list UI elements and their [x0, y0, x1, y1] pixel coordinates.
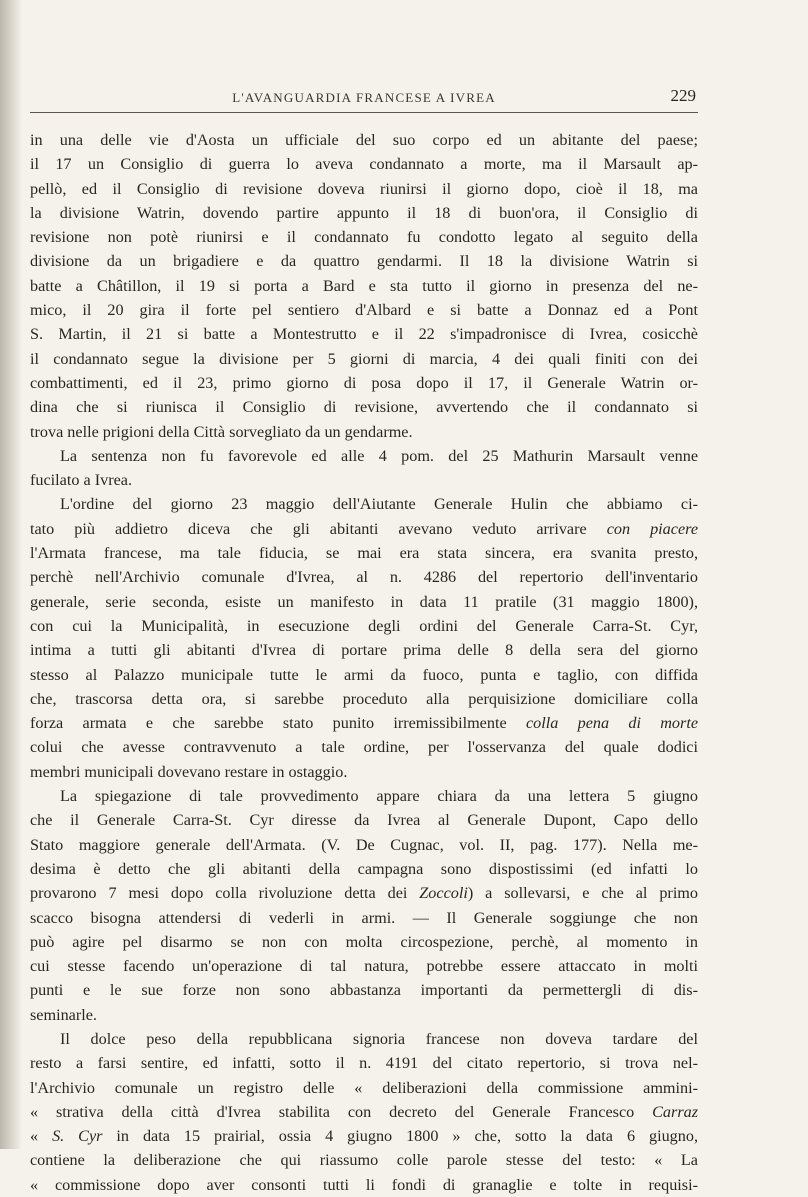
text-line [30, 1173, 698, 1197]
text-line [30, 541, 698, 565]
text-line-main: che il Generale Carra-St. Cyr diresse da Ivrea al Generale Dupont, Capo dello [30, 811, 698, 830]
page-header [30, 84, 698, 113]
text-line-main: può agire pel disarmo se non con molta circospezione, perchè, al momento in [30, 932, 698, 951]
text-line [30, 565, 698, 589]
text-line-main: batte a Châtillon, il 19 si porta a Bard e sta tutto il giorno in presenza del ne- [30, 276, 698, 295]
text-line-main: Il dolce peso della repubblicana signoria francese non doveva tardare del [60, 1029, 698, 1048]
text-line-main: in una delle vie d'Aosta un ufficiale del suo corpo ed un abitante del paese; [30, 131, 698, 149]
text-line [30, 225, 698, 249]
text-line-main: l'Armata francese, ma tale fiducia, se mai era stata sincera, era svanita presto, [30, 544, 698, 563]
text-line-main: revisione non potè riunirsi e il condannato fu condotto legato al seguito della [30, 228, 698, 247]
text-line-main: perchè nell'Archivio comunale d'Ivrea, al n. 4286 del repertorio dell'inventario [30, 568, 698, 587]
text-line [30, 808, 698, 832]
text-line [30, 784, 698, 808]
text-line-main: scacco bisogna attendersi di vederli in armi. — Il Generale soggiunge che non [30, 908, 698, 927]
text-line [30, 517, 698, 541]
text-line [30, 1124, 698, 1148]
text-line [30, 274, 698, 298]
text-line [30, 833, 698, 857]
text-line-main: membri municipali dovevano restare in ostaggio. [30, 762, 348, 781]
text-line-main: dina che si riunisca il Consiglio di revisione, avvertendo che il condannato si [30, 398, 698, 417]
text-line [30, 468, 698, 492]
text-line-main: con cui la Municipalità, in esecuzione degli ordini del Generale Carra-St. Cyr, [30, 616, 698, 635]
text-line-main: S. Martin, il 21 si batte a Montestrutto e il 22 s'impadronisce di Ivrea, cosicchè [30, 325, 698, 344]
text-line-after: in data 15 prairial, ossia 4 giugno 1800 » che, sotto la data 6 giugno, [102, 1127, 698, 1146]
body-text [30, 128, 698, 1197]
text-line-main: divisione da un brigadiere e da quattro gendarmi. Il 18 la divisione Watrin si [30, 252, 698, 271]
text-line-main: La sentenza non fu favorevole ed alle 4 pom. del 25 Mathurin Marsault venne [60, 446, 698, 465]
text-line-main: punti e le sue forze non sono abbastanza importanti da permettergli di dis- [30, 981, 698, 1000]
text-line-main: colui che avesse contravvenuto a tale ordine, per l'osservanza del quale dodici [30, 738, 698, 757]
text-line-italic: colla pena di morte [525, 714, 698, 733]
text-line [30, 249, 698, 273]
text-line [30, 492, 698, 516]
text-line-main: seminarle. [30, 1005, 97, 1024]
text-line-main: la divisione Watrin, dovendo partire appunto il 18 di buon'ora, il Consiglio di [30, 203, 698, 222]
text-line-main: « [30, 1127, 39, 1146]
text-line-after: ) a sollevarsi, e che al primo [467, 884, 698, 903]
text-line-italic: Carraz [652, 1102, 698, 1121]
page-number: 229 [670, 86, 696, 105]
text-line [30, 371, 698, 395]
text-line [30, 1051, 698, 1075]
text-line-main: resto a farsi sentire, ed infatti, sotto il n. 4191 del citato repertorio, si trova nel- [30, 1054, 698, 1073]
text-line [30, 906, 698, 930]
page-gutter-shadow [0, 0, 22, 1149]
text-line [30, 1100, 698, 1124]
text-line [30, 322, 698, 346]
text-line [30, 1148, 698, 1172]
text-line-main: provarono 7 mesi dopo colla rivoluzione detta dei [30, 884, 408, 903]
text-line [30, 735, 698, 759]
text-line [30, 930, 698, 954]
text-line [30, 590, 698, 614]
text-line [30, 978, 698, 1002]
text-line [30, 444, 698, 468]
text-line-italic: S. Cyr [52, 1127, 103, 1146]
text-line-main: il 17 un Consiglio di guerra lo aveva condannato a morte, ma il Marsault ap- [30, 155, 698, 174]
text-line-main: cui stesse facendo un'operazione di tal natura, potrebbe essere attaccato in molti [30, 957, 698, 976]
text-line-main: trova nelle prigioni della Città sorvegliato da un gendarme. [30, 422, 413, 441]
text-line-main: il condannato segue la divisione per 5 giorni di marcia, 4 dei quali finiti con dei [30, 349, 698, 368]
text-line [30, 711, 698, 735]
text-line [30, 857, 698, 881]
text-line [30, 420, 698, 444]
text-line [30, 614, 698, 638]
text-line-main: La spiegazione di tale provvedimento appare chiara da una lettera 5 giugno [60, 787, 698, 806]
text-line-main: stesso al Palazzo municipale tutte le armi da fuoco, punta e taglio, con diffida [30, 665, 698, 684]
text-line-main: « strativa della città d'Ivrea stabilita con decreto del Generale Francesco [30, 1102, 635, 1121]
text-line [30, 687, 698, 711]
text-line [30, 954, 698, 978]
text-line [30, 638, 698, 662]
text-line-main: intima a tutti gli abitanti d'Ivrea di portare prima delle 8 della sera del giorno [30, 641, 698, 660]
text-line [30, 347, 698, 371]
text-line [30, 1027, 698, 1051]
text-line-main: contiene la deliberazione che qui riassumo colle parole stesse del testo: « La [30, 1151, 698, 1170]
text-line-main: desima è detto che gli abitanti della campagna sono dispostissimi (ed infatti lo [30, 859, 698, 878]
text-line-main: che, trascorsa detta ora, si sarebbe proceduto alla perquisizione domiciliare colla [30, 689, 698, 708]
text-line [30, 201, 698, 225]
text-line-main: « commissione dopo aver consonti tutti li fondi di granaglie e tolte in requisi- [30, 1175, 698, 1194]
text-line-main: L'ordine del giorno 23 maggio dell'Aiutante Generale Hulin che abbiamo ci- [60, 495, 698, 514]
text-line [30, 1003, 698, 1027]
text-line-italic: con piacere [606, 519, 698, 538]
text-line [30, 760, 698, 784]
text-line-main: fucilato a Ivrea. [30, 471, 133, 490]
text-line-italic: Zoccoli [419, 884, 468, 903]
text-line [30, 1076, 698, 1100]
text-line-main: combattimenti, ed il 23, primo giorno di posa dopo il 17, il Generale Watrin or- [30, 373, 698, 392]
text-line-main: pellò, ed il Consiglio di revisione doveva riunirsi il giorno dopo, cioè il 18, ma [30, 179, 698, 198]
text-line [30, 128, 698, 152]
text-line [30, 298, 698, 322]
text-line-main: mico, il 20 gira il forte pel sentiero d'Albard e si batte a Donnaz ed a Pont [30, 301, 698, 320]
running-head: L'AVANGUARDIA FRANCESE A IVREA [232, 90, 496, 105]
text-line-main: forza armata e che sarebbe stato punito irremissibilmente [30, 714, 507, 733]
text-line [30, 152, 698, 176]
text-line-main: Stato maggiore generale dell'Armata. (V. De Cugnac, vol. II, pag. 177). Nella me- [30, 835, 698, 854]
text-line [30, 663, 698, 687]
text-line [30, 395, 698, 419]
text-line-main: generale, serie seconda, esiste un manifesto in data 11 pratile (31 maggio 1800), [30, 592, 698, 611]
text-line [30, 177, 698, 201]
text-line-main: l'Archivio comunale un registro delle « deliberazioni della commissione ammini- [30, 1078, 698, 1097]
text-line-main: tato più addietro diceva che gli abitanti avevano veduto arrivare [30, 519, 587, 538]
text-line [30, 881, 698, 905]
